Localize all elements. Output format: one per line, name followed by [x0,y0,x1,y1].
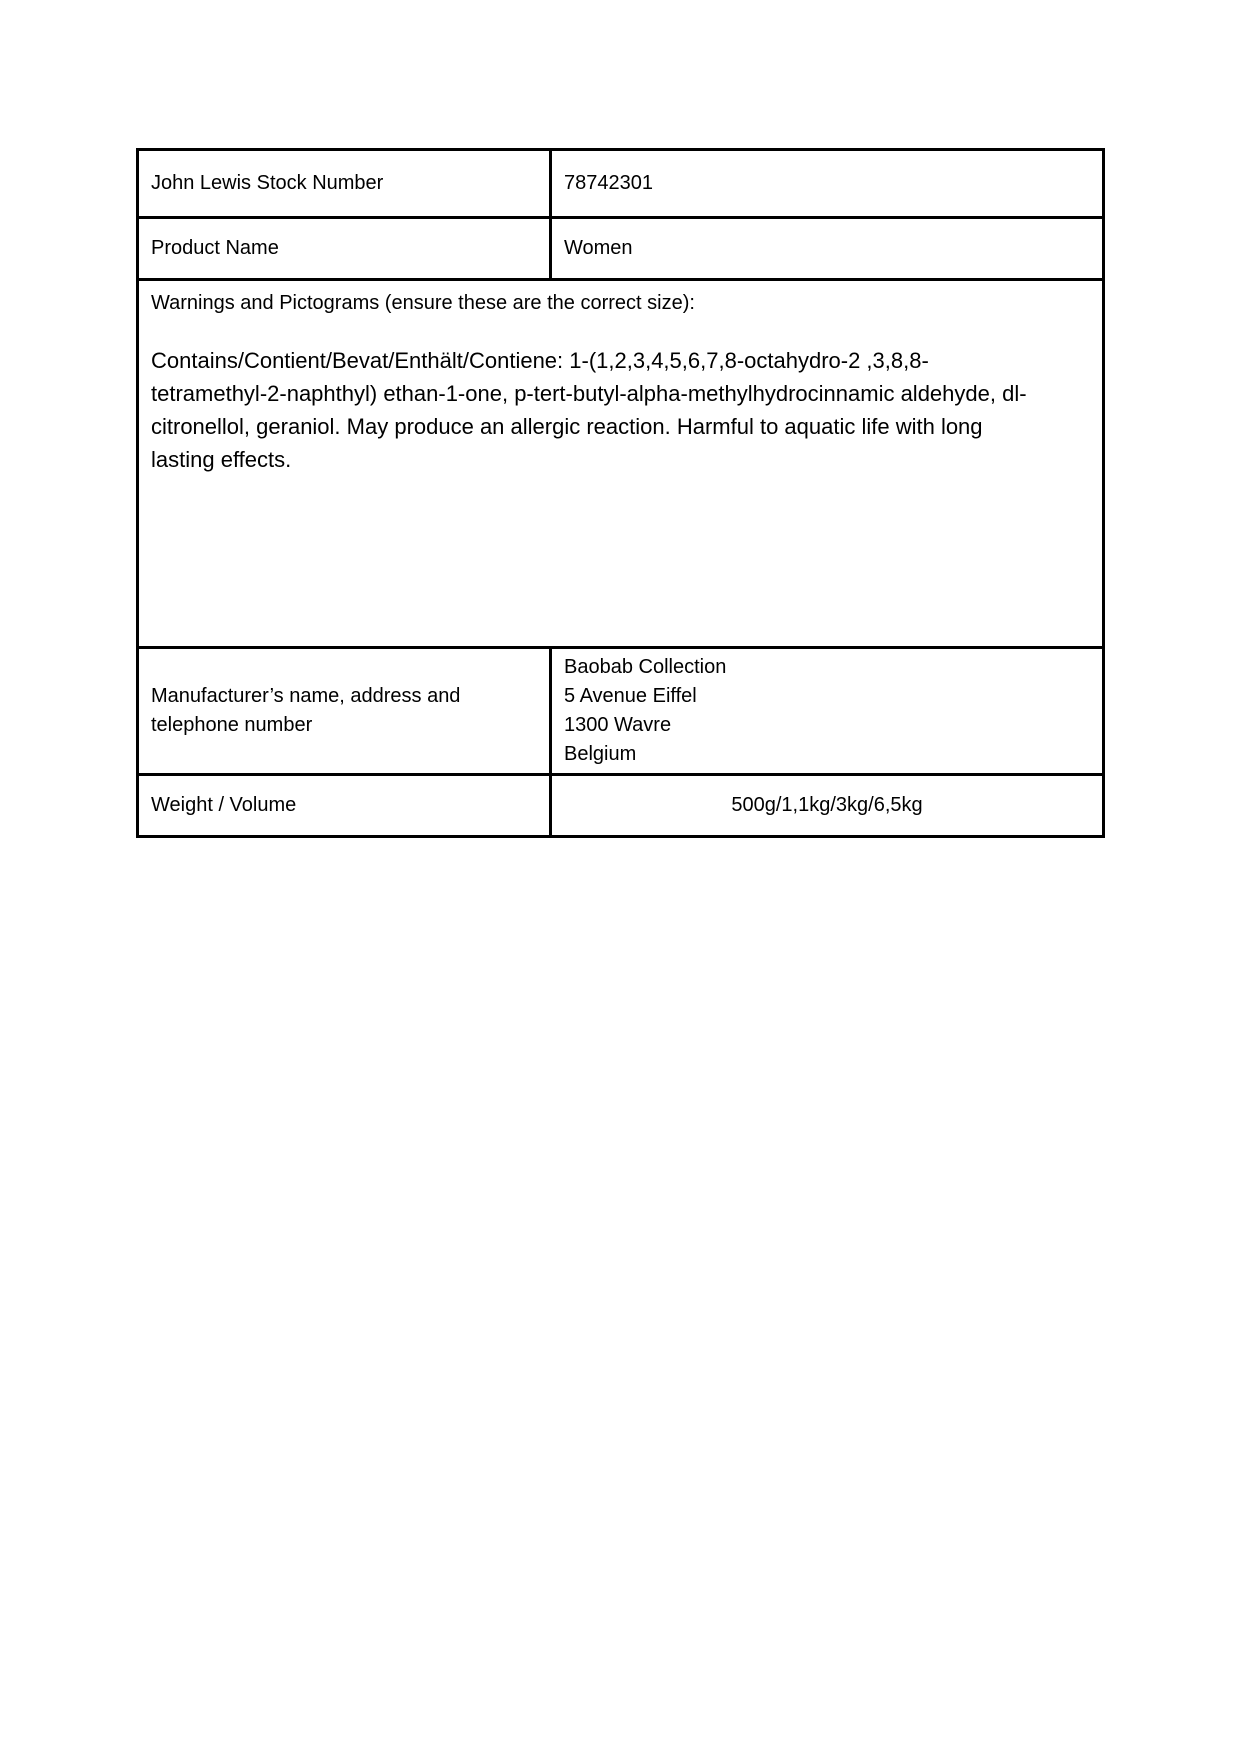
manufacturer-address-line: Belgium [564,743,637,765]
manufacturer-address-cell [551,648,1104,775]
warnings-text: Contains/Contient/Bevat/Enthält/Contiene: 1-(1,2,3,4,5,6,7,8-octahydro-2 ,3,8,8-tetramethyl-2-naphthyl) ethan-1-one, p-tert-butyl-alpha-methylhydrocinnamic aldehyde, dl-citronellol, geraniol. May produce an allergic reaction. Harmful to aquatic life with long lasting effects. [151,348,1027,472]
product-spec-table [136,148,1105,838]
table-row-stock-number [138,150,1104,218]
warnings-cell [138,280,1104,648]
manufacturer-address-line: 1300 Wavre [564,714,672,736]
stock-number-label: John Lewis Stock Number [138,150,551,218]
manufacturer-address-line: Baobab Collection [564,656,727,678]
table-row-manufacturer [138,648,1104,775]
table-row-warnings [138,280,1104,648]
manufacturer-label-cell [138,648,551,775]
manufacturer-address-line: 5 Avenue Eiffel [564,685,697,707]
product-name-value: Women [551,218,1104,280]
stock-number-value: 78742301 [551,150,1104,218]
weight-volume-label: Weight / Volume [138,775,551,837]
table-row-product-name [138,218,1104,280]
product-name-label: Product Name [138,218,551,280]
weight-volume-value: 500g/1,1kg/3kg/6,5kg [551,775,1104,837]
warnings-title: Warnings and Pictograms (ensure these are the correct size): [151,292,695,314]
manufacturer-label: Manufacturer’s name, address and telephone number [151,685,461,736]
table-row-weight-volume [138,775,1104,837]
